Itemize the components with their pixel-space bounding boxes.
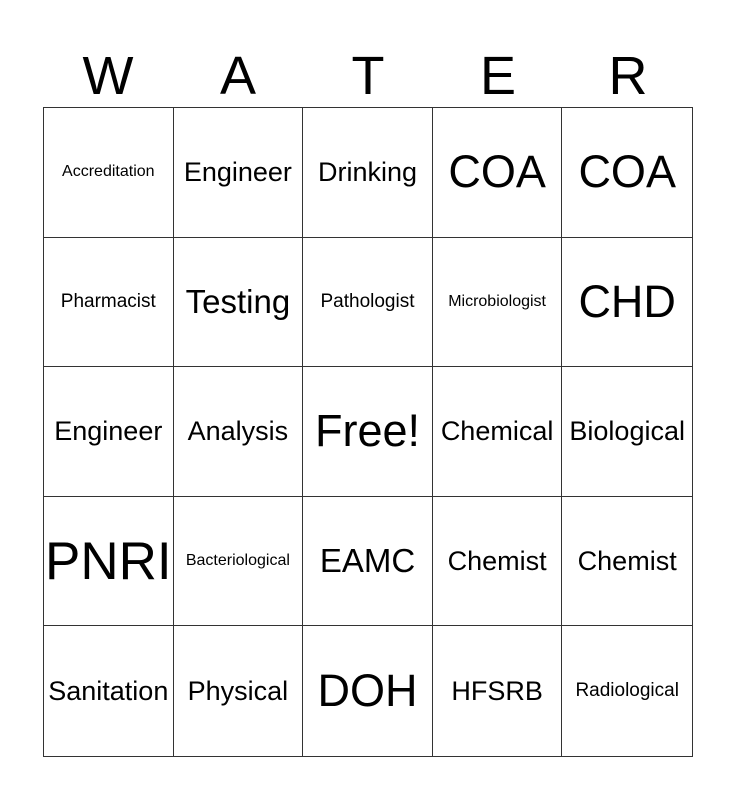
bingo-cell-r5c5[interactable]: Radiological [575, 680, 679, 702]
header-letter-e: E [479, 46, 517, 106]
bingo-cell-r1c4[interactable]: COA [433, 108, 563, 238]
bingo-cell-r1c2[interactable]: Engineer [174, 108, 304, 238]
bingo-cell-r2c2[interactable]: Testing [174, 238, 304, 368]
bingo-cell-r3c5[interactable]: Biological [562, 367, 692, 497]
bingo-cell-r4c3[interactable]: EAMC [303, 497, 433, 627]
header-letter-t: T [351, 46, 385, 106]
bingo-cell-r4c5[interactable]: Chemist [562, 497, 692, 627]
bingo-cell-r3c2[interactable]: Analysis [174, 367, 304, 497]
bingo-cell-r3c4[interactable]: Chemical [433, 367, 563, 497]
bingo-cell-r5c1[interactable]: Sanitation [44, 626, 174, 756]
bingo-header [43, 46, 693, 106]
bingo-board [43, 107, 693, 757]
bingo-cell-r1c5[interactable]: COA [562, 108, 692, 238]
bingo-cell-r2c5[interactable]: CHD [562, 238, 692, 368]
bingo-cell-r3c1[interactable]: Engineer [44, 367, 174, 497]
bingo-cell-r5c4[interactable]: HFSRB [433, 626, 563, 756]
bingo-cell-r1c3[interactable]: Drinking [303, 108, 433, 238]
bingo-cell-r2c4[interactable]: Microbiologist [433, 238, 563, 368]
bingo-cell-r4c1[interactable]: PNRI [44, 497, 174, 627]
bingo-cell-r1c1[interactable]: Accreditation [44, 108, 174, 238]
bingo-cell-r5c2[interactable]: Physical [174, 626, 304, 756]
bingo-cell-r4c2[interactable]: Bacteriological [174, 497, 304, 627]
header-letter-r: R [608, 46, 648, 106]
header-letter-w: W [82, 46, 134, 106]
bingo-cell-r2c1[interactable]: Pharmacist [44, 238, 174, 368]
bingo-cell-r2c3[interactable]: Pathologist [303, 238, 433, 368]
bingo-cell-free[interactable]: Free! [303, 367, 433, 497]
bingo-cell-r4c4[interactable]: Chemist [433, 497, 563, 627]
bingo-cell-r5c3[interactable]: DOH [303, 626, 433, 756]
header-letter-a: A [219, 46, 257, 106]
